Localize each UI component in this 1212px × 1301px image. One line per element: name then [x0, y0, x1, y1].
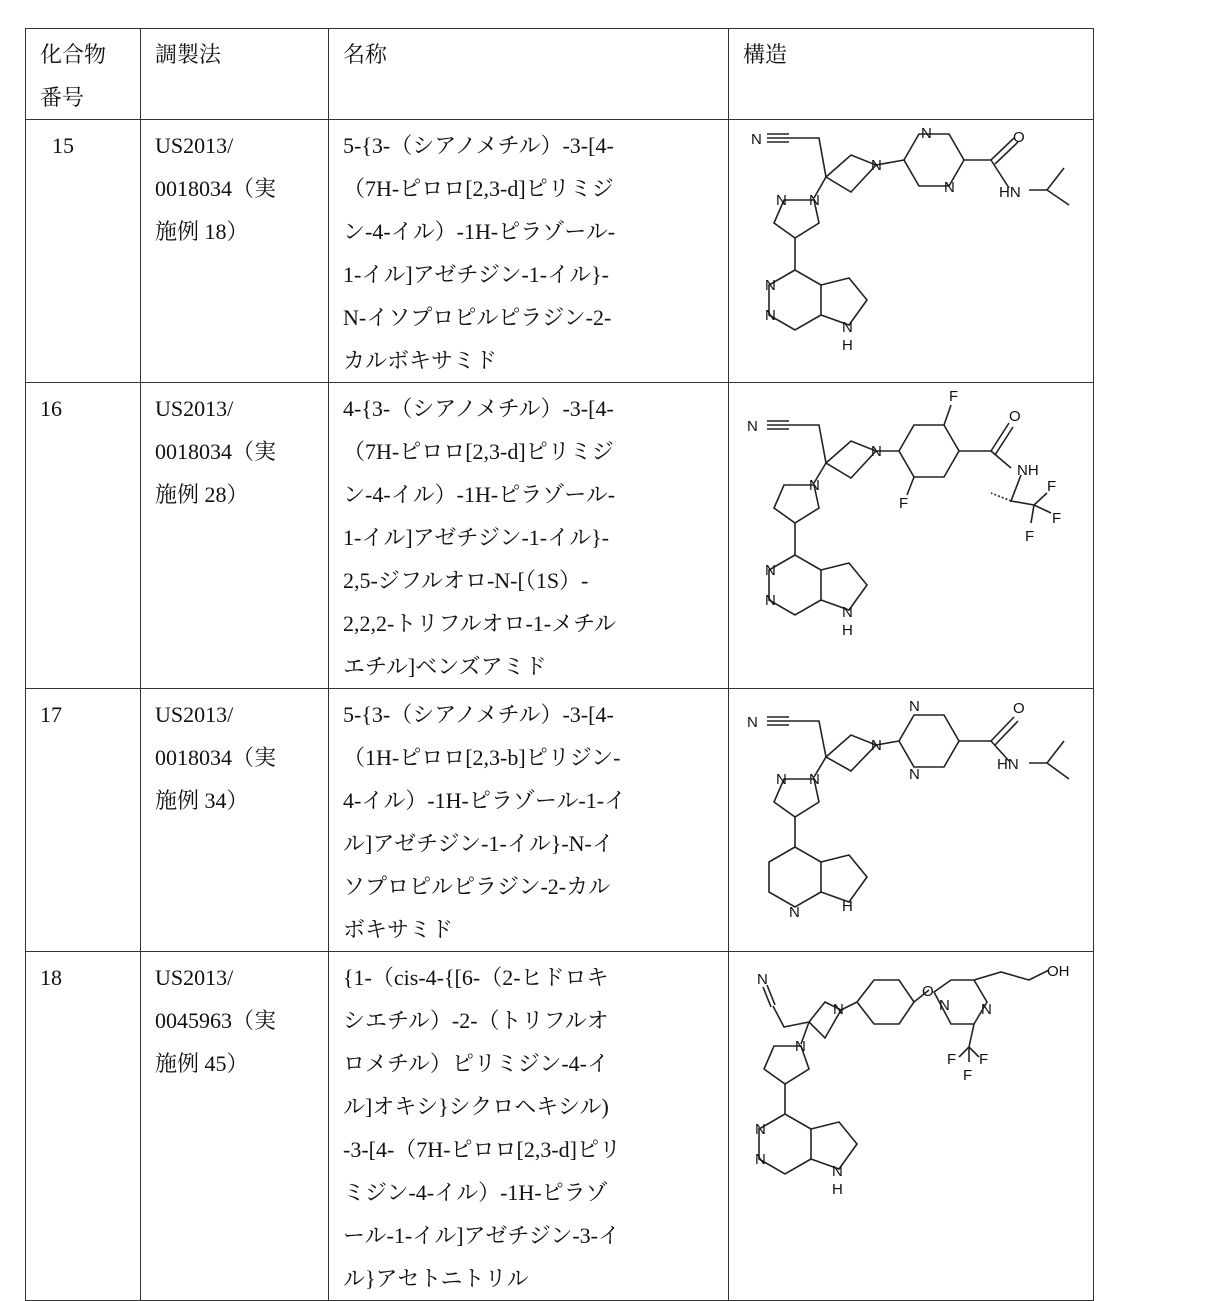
name-line: {1-（cis-4-{[6-（2-ヒドロキ — [343, 956, 718, 999]
method-line: US2013/ — [155, 693, 318, 736]
name-line: ル]アゼチジン-1-イル}-N-イ — [343, 822, 718, 865]
atom-label: N — [747, 418, 758, 435]
name-line: エチル]ベンズアミド — [343, 645, 718, 688]
name-line: ール-1-イル]アゼチジン-3-イ — [343, 1214, 718, 1257]
preparation-method — [141, 689, 329, 952]
name-line: -3-[4-（7H-ピロロ[2,3-d]ピリ — [343, 1128, 718, 1171]
name-line: カルボキサミド — [343, 339, 718, 382]
name-line: シエチル）-2-（トリフルオ — [343, 999, 718, 1042]
atom-label: F — [1047, 478, 1056, 495]
atom-label: F — [979, 1051, 988, 1068]
atom-label: N — [755, 1121, 766, 1138]
method-line: US2013/ — [155, 124, 318, 167]
atom-label: N — [832, 1163, 843, 1180]
atom-label: N — [809, 477, 820, 494]
structure-cell — [729, 120, 1094, 383]
atom-label: N — [981, 1001, 992, 1018]
method-line: 0018034（実 — [155, 167, 318, 210]
header-name: 名称 — [329, 29, 729, 120]
method-line: 0018034（実 — [155, 430, 318, 473]
name-line: 4-イル）-1H-ピラゾール-1-イ — [343, 779, 718, 822]
atom-label: N — [809, 771, 820, 788]
atom-label: N — [765, 592, 776, 609]
name-line: 1-イル]アゼチジン-1-イル}- — [343, 516, 718, 559]
atom-label: HN — [999, 184, 1021, 201]
atom-label: OH — [1047, 963, 1070, 980]
method-line: 施例 45） — [155, 1042, 318, 1085]
name-line: ル]オキシ}シクロヘキシル) — [343, 1085, 718, 1128]
atom-label: N — [795, 1038, 806, 1055]
method-line: 0018034（実 — [155, 736, 318, 779]
compound-number: 17 — [26, 689, 141, 952]
name-line: 5-{3-（シアノメチル）-3-[4- — [343, 124, 718, 167]
name-line: （1H-ピロロ[2,3-b]ピリジン- — [343, 736, 718, 779]
atom-label: N — [921, 125, 932, 142]
compound-name — [329, 383, 729, 689]
name-line: ル}アセトニトリル — [343, 1257, 718, 1300]
atom-label: F — [949, 388, 958, 405]
structure-cell — [729, 689, 1094, 952]
atom-label: O — [1013, 129, 1025, 146]
atom-label: NH — [1017, 462, 1039, 479]
name-line: 2,2,2-トリフルオロ-1-メチル — [343, 602, 718, 645]
method-line: 0045963（実 — [155, 999, 318, 1042]
atom-label: N — [939, 997, 950, 1014]
name-line: ミジン-4-イル）-1H-ピラゾ — [343, 1171, 718, 1214]
structure-cell — [729, 952, 1094, 1301]
header-number-line: 番号 — [40, 76, 130, 119]
atom-label: N — [757, 971, 768, 988]
atom-label: N — [755, 1151, 766, 1168]
atom-label: F — [899, 495, 908, 512]
structure-cell — [729, 383, 1094, 689]
atom-label: H — [832, 1181, 843, 1198]
name-line: 5-{3-（シアノメチル）-3-[4- — [343, 693, 718, 736]
chemical-structure-15 — [729, 120, 1093, 378]
table-row — [26, 689, 1094, 952]
chemical-structure-16 — [729, 383, 1093, 677]
atom-label: HN — [997, 756, 1019, 773]
method-line: US2013/ — [155, 387, 318, 430]
atom-label: N — [871, 157, 882, 174]
atom-label: O — [1013, 700, 1025, 717]
atom-label: O — [1009, 408, 1021, 425]
compound-number: 18 — [26, 952, 141, 1301]
name-line: 1-イル]アゼチジン-1-イル}- — [343, 253, 718, 296]
compound-name — [329, 952, 729, 1301]
compound-table — [25, 28, 1094, 1301]
atom-label: N — [789, 904, 800, 921]
method-line: 施例 34） — [155, 779, 318, 822]
table-row — [26, 383, 1094, 689]
name-line: ボキサミド — [343, 908, 718, 951]
method-line: 施例 18） — [155, 210, 318, 253]
name-line: ロメチル）ピリミジン-4-イ — [343, 1042, 718, 1085]
atom-label: H — [842, 622, 853, 639]
preparation-method — [141, 952, 329, 1301]
atom-label: N — [909, 766, 920, 783]
atom-label: N — [842, 319, 853, 336]
preparation-method — [141, 120, 329, 383]
atom-label: N — [842, 604, 853, 621]
name-line: ン-4-イル）-1H-ピラゾール- — [343, 473, 718, 516]
method-line: 施例 28） — [155, 473, 318, 516]
compound-name — [329, 689, 729, 952]
header-number-line: 化合物 — [40, 33, 130, 76]
atom-label: N — [944, 179, 955, 196]
atom-label: N — [776, 771, 787, 788]
header-method: 調製法 — [141, 29, 329, 120]
atom-label: N — [765, 562, 776, 579]
method-line: US2013/ — [155, 956, 318, 999]
chemical-structure-18 — [729, 952, 1093, 1300]
atom-label: O — [922, 983, 934, 1000]
table-row — [26, 952, 1094, 1301]
atom-label: N — [909, 698, 920, 715]
name-line: 4-{3-（シアノメチル）-3-[4- — [343, 387, 718, 430]
atom-label: H — [842, 898, 853, 915]
atom-label: F — [947, 1051, 956, 1068]
compound-number: 15 — [26, 120, 141, 383]
atom-label: N — [871, 737, 882, 754]
name-line: （7H-ピロロ[2,3-d]ピリミジ — [343, 430, 718, 473]
atom-label: H — [842, 337, 853, 354]
atom-label: N — [776, 192, 787, 209]
atom-label: N — [747, 714, 758, 731]
atom-label: F — [1052, 510, 1061, 527]
name-line: N-イソプロピルピラジン-2- — [343, 296, 718, 339]
atom-label: N — [833, 1001, 844, 1018]
atom-label: F — [963, 1067, 972, 1084]
preparation-method — [141, 383, 329, 689]
compound-number: 16 — [26, 383, 141, 689]
atom-label: N — [765, 277, 776, 294]
atom-label: N — [871, 443, 882, 460]
atom-label: N — [751, 131, 762, 148]
name-line: （7H-ピロロ[2,3-d]ピリミジ — [343, 167, 718, 210]
header-structure: 構造 — [729, 29, 1094, 120]
atom-label: F — [1025, 528, 1034, 545]
name-line: 2,5-ジフルオロ-N-[（1S）- — [343, 559, 718, 602]
header-number — [26, 29, 141, 120]
atom-label: N — [765, 307, 776, 324]
name-line: ソプロピルピラジン-2-カル — [343, 865, 718, 908]
table-row — [26, 120, 1094, 383]
chemical-structure-17 — [729, 689, 1093, 949]
atom-label: N — [809, 192, 820, 209]
header-row — [26, 29, 1094, 120]
name-line: ン-4-イル）-1H-ピラゾール- — [343, 210, 718, 253]
compound-name — [329, 120, 729, 383]
